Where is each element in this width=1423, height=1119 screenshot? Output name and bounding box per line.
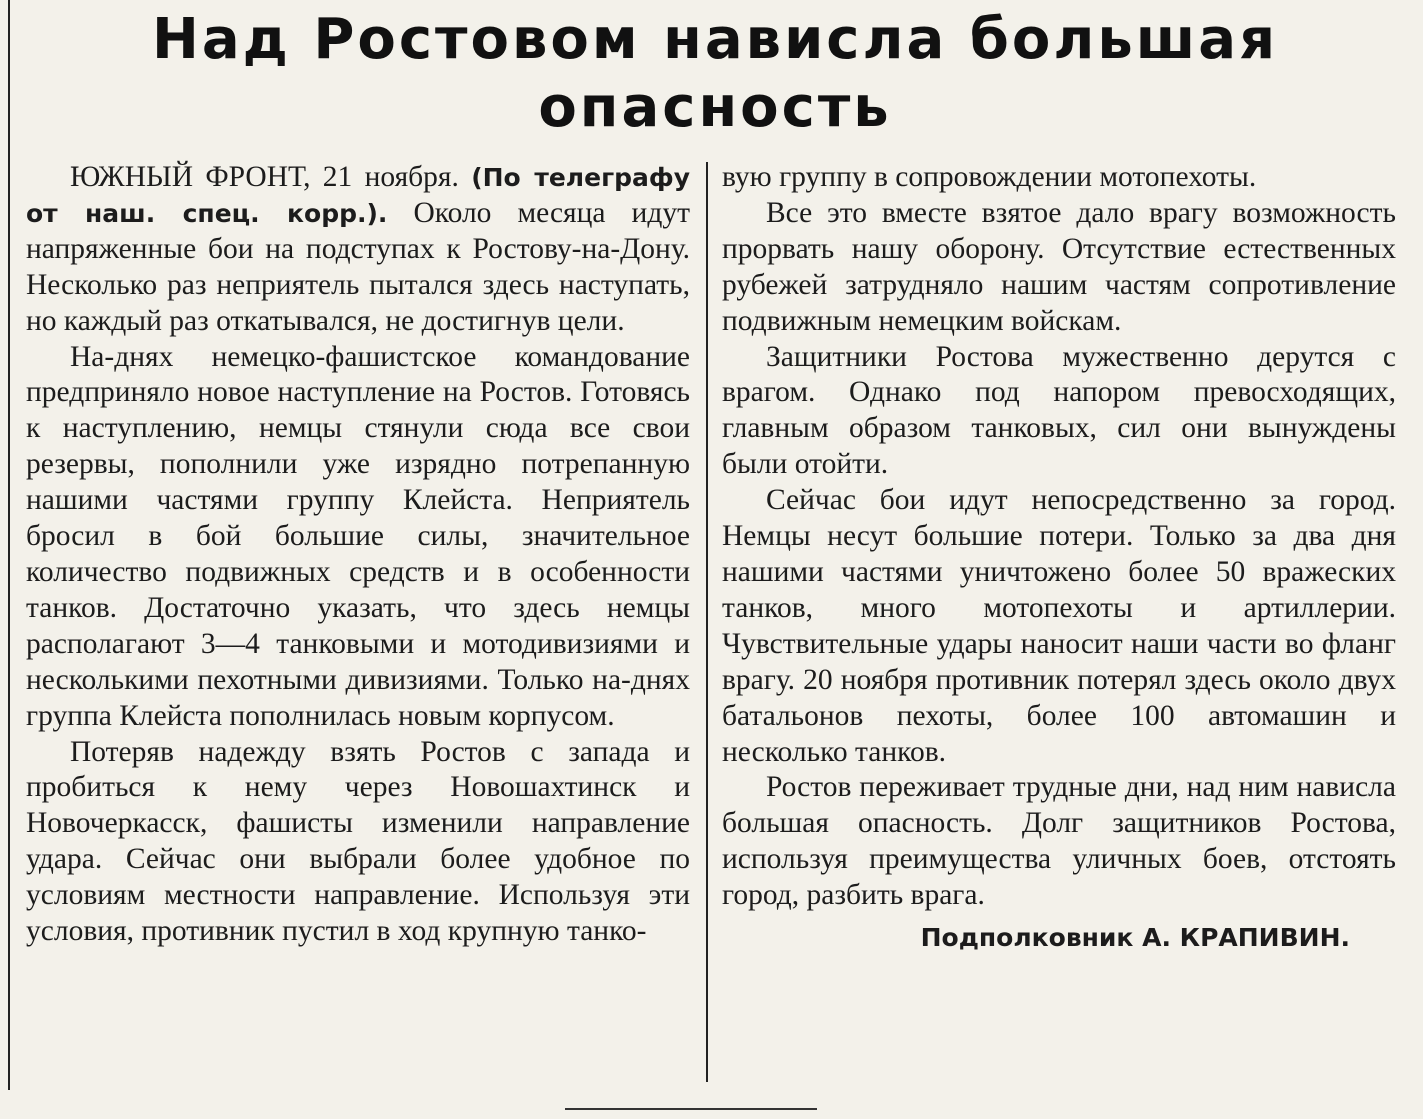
article-paragraph-4: Все это вместе взятое дало врагу возможность прорвать нашу оборону. Отсутствие естественных рубежей затрудняло нашим частям сопротивление подвижным немецким войскам. (722, 196, 1396, 337)
page-edge-rule (8, 0, 10, 1090)
article-paragraph-1 (26, 160, 690, 340)
article-headline: Над Ростовом нависла большая опасность (151, 7, 1279, 140)
column-divider (706, 162, 708, 1082)
article-paragraph-6: Сейчас бои идут непосредственно за город. Немцы несут большие потери. Только за два дня нашими частями уничтожено более 50 вражеских танков, много мотопехоты и артиллерии. Чувствительные удары наносит наши части во фланг врагу. 20 ноября противник потерял здесь около двух батальонов пехоты, более 100 автомашин и несколько танков. (722, 484, 1396, 768)
dateline: ЮЖНЫЙ ФРОНТ, 21 ноября. (70, 161, 459, 193)
source-note: (По телеграфу от наш. спец. корр.). (26, 163, 690, 228)
article-paragraph-2: На-днях немецко-фашистское командование предприняло новое наступление на Ростов. Готовясь к наступлению, немцы стянули сюда все свои резервы, пополнили уже изрядно потрепанную нашими частями группу Клейста. Неприятель бросил в бой большие силы, значительное количество подвижных средств и в особенности танков. Достаточно указать, что здесь немцы располагают 3—4 танковыми и мотодивизиями и несколькими пехотными дивизиями. Только на-днях группа Клейста пополнилась новым корпусом. (26, 340, 690, 732)
article-column-right (722, 160, 1396, 956)
paragraph-1-text: Около месяца идут напряженные бои на подступах к Ростову-на-Дону. Несколько раз неприятель пытался здесь наступать, но каждый раз откатывался, не достигнув цели. (26, 196, 690, 337)
bottom-divider (565, 1108, 817, 1110)
article-paragraph-3a: Потеряв надежду взять Ростов с запада и пробиться к нему через Новошахтинск и Новочеркасск, фашисты изменили направление удара. Сейчас они выбрали более удобное по условиям местности направление. Используя эти условия, противник пустил в ход крупную танко- (26, 735, 690, 948)
author-signature: Подполковник А. КРАПИВИН. (920, 923, 1350, 953)
article-column-left (26, 160, 690, 950)
article-paragraph-3b: вую группу в сопровождении мотопехоты. (722, 161, 1257, 193)
article-paragraph-7: Ростов переживает трудные дни, над ним нависла большая опасность. Долг защитников Ростова, используя преимущества уличных боев, отстоять город, разбить врага. (722, 771, 1396, 912)
article-paragraph-5: Защитники Ростова мужественно дерутся с врагом. Однако под напором превосходящих, главным образом танковых, сил они вынуждены были отойти. (722, 340, 1396, 481)
